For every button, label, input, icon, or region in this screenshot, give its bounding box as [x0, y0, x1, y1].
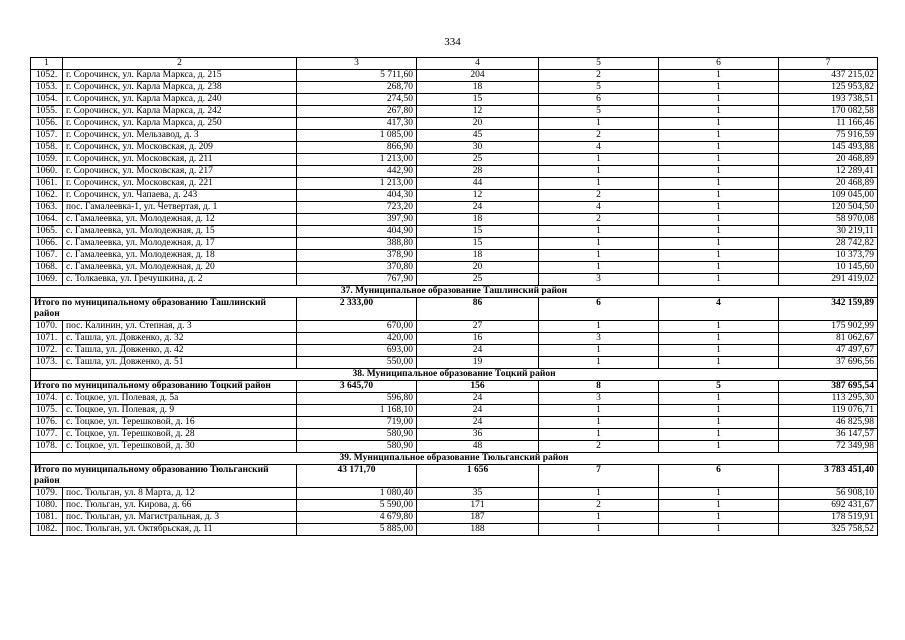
cell-area: 378,90	[297, 250, 417, 262]
cell-col-5: 5	[539, 106, 659, 118]
total-area: 43 171,70	[297, 465, 417, 488]
cell-cost: 120 504,50	[779, 202, 878, 214]
cell-cost: 170 082,58	[779, 106, 878, 118]
cell-item-number: 1080.	[31, 500, 63, 512]
table-row	[31, 524, 878, 536]
cell-residents: 27	[417, 321, 539, 333]
cell-address: пос. Гамалеевка-1, ул. Четвертая, д. 1	[63, 202, 297, 214]
header-cell-6: 6	[659, 58, 779, 70]
total-cost: 3 783 451,40	[779, 465, 878, 488]
cell-col-5: 2	[539, 441, 659, 453]
cell-col-5: 1	[539, 524, 659, 536]
cell-col-6: 1	[659, 429, 779, 441]
cell-area: 4 679,80	[297, 512, 417, 524]
cell-area: 693,00	[297, 345, 417, 357]
cell-col-5: 4	[539, 202, 659, 214]
cell-area: 596,80	[297, 393, 417, 405]
cell-col-5: 2	[539, 190, 659, 202]
cell-col-5: 1	[539, 250, 659, 262]
total-col-6: 6	[659, 465, 779, 488]
cell-item-number: 1058.	[31, 142, 63, 154]
table-row	[31, 226, 878, 238]
cell-col-6: 1	[659, 202, 779, 214]
table-row	[31, 333, 878, 345]
cell-col-6: 1	[659, 357, 779, 369]
table-row	[31, 321, 878, 333]
section-title: 39. Муниципальное образование Тюльганский район	[31, 453, 878, 465]
cell-area: 404,30	[297, 190, 417, 202]
cell-residents: 45	[417, 130, 539, 142]
cell-item-number: 1071.	[31, 333, 63, 345]
cell-cost: 46 825,98	[779, 417, 878, 429]
cell-col-6: 1	[659, 130, 779, 142]
cell-residents: 171	[417, 500, 539, 512]
cell-col-6: 1	[659, 238, 779, 250]
cell-area: 767,90	[297, 274, 417, 286]
cell-address: с. Гамалеевка, ул. Молодежная, д. 18	[63, 250, 297, 262]
cell-cost: 145 493,88	[779, 142, 878, 154]
cell-col-5: 1	[539, 357, 659, 369]
cell-col-6: 1	[659, 333, 779, 345]
cell-item-number: 1075.	[31, 405, 63, 417]
cell-col-5: 3	[539, 333, 659, 345]
cell-area: 580,90	[297, 429, 417, 441]
header-cell-2: 2	[63, 58, 297, 70]
cell-area: 268,70	[297, 82, 417, 94]
cell-item-number: 1056.	[31, 118, 63, 130]
cell-residents: 24	[417, 345, 539, 357]
cell-cost: 109 045,00	[779, 190, 878, 202]
cell-item-number: 1078.	[31, 441, 63, 453]
cell-area: 417,30	[297, 118, 417, 130]
cell-col-6: 1	[659, 82, 779, 94]
header-row	[31, 58, 878, 70]
cell-cost: 113 295,30	[779, 393, 878, 405]
table-row	[31, 190, 878, 202]
register-table-body	[31, 58, 878, 536]
cell-col-5: 1	[539, 512, 659, 524]
table-row	[31, 94, 878, 106]
cell-col-6: 1	[659, 154, 779, 166]
cell-col-5: 1	[539, 118, 659, 130]
cell-address: г. Сорочинск, ул. Московская, д. 209	[63, 142, 297, 154]
cell-address: с. Тоцкое, ул. Терешковой, д. 16	[63, 417, 297, 429]
cell-cost: 178 519,91	[779, 512, 878, 524]
cell-cost: 175 902,99	[779, 321, 878, 333]
table-row	[31, 142, 878, 154]
cell-address: с. Ташла, ул. Довженко, д. 51	[63, 357, 297, 369]
cell-cost: 30 219,11	[779, 226, 878, 238]
cell-address: с. Гамалеевка, ул. Молодежная, д. 17	[63, 238, 297, 250]
cell-col-5: 6	[539, 94, 659, 106]
cell-address: г. Сорочинск, ул. Чапаева, д. 243	[63, 190, 297, 202]
cell-address: с. Толкаевка, ул. Гречушкина, д. 2	[63, 274, 297, 286]
cell-col-5: 2	[539, 70, 659, 82]
cell-address: г. Сорочинск, ул. Московская, д. 211	[63, 154, 297, 166]
cell-residents: 35	[417, 488, 539, 500]
cell-col-6: 1	[659, 226, 779, 238]
cell-item-number: 1074.	[31, 393, 63, 405]
cell-residents: 187	[417, 512, 539, 524]
cell-address: пос. Тюльган, ул. Кирова, д. 66	[63, 500, 297, 512]
total-label: Итого по муниципальному образованию Тоцкий район	[31, 381, 297, 393]
cell-col-5: 1	[539, 405, 659, 417]
section-row	[31, 286, 878, 298]
cell-residents: 48	[417, 441, 539, 453]
cell-cost: 75 916,59	[779, 130, 878, 142]
cell-col-6: 1	[659, 417, 779, 429]
cell-address: пос. Тюльган, ул. 8 Марта, д. 12	[63, 488, 297, 500]
cell-item-number: 1066.	[31, 238, 63, 250]
cell-area: 866,90	[297, 142, 417, 154]
cell-cost: 125 953,82	[779, 82, 878, 94]
cell-cost: 10 145,60	[779, 262, 878, 274]
cell-col-6: 1	[659, 70, 779, 82]
cell-residents: 188	[417, 524, 539, 536]
cell-item-number: 1073.	[31, 357, 63, 369]
cell-address: г. Сорочинск, ул. Карла Маркса, д. 242	[63, 106, 297, 118]
table-row	[31, 154, 878, 166]
cell-col-5: 1	[539, 488, 659, 500]
section-title: 37. Муниципальное образование Ташлинский район	[31, 286, 878, 298]
cell-col-5: 5	[539, 82, 659, 94]
cell-cost: 81 062,67	[779, 333, 878, 345]
cell-area: 420,00	[297, 333, 417, 345]
cell-col-5: 4	[539, 142, 659, 154]
table-row	[31, 357, 878, 369]
cell-area: 1 080,40	[297, 488, 417, 500]
cell-address: пос. Калинин, ул. Степная, д. 3	[63, 321, 297, 333]
register-table	[30, 57, 878, 536]
cell-area: 5 711,60	[297, 70, 417, 82]
cell-col-6: 1	[659, 178, 779, 190]
cell-item-number: 1053.	[31, 82, 63, 94]
total-residents: 156	[417, 381, 539, 393]
cell-area: 370,80	[297, 262, 417, 274]
table-row	[31, 214, 878, 226]
section-title: 38. Муниципальное образование Тоцкий район	[31, 369, 878, 381]
header-cell-3: 3	[297, 58, 417, 70]
cell-col-6: 1	[659, 405, 779, 417]
cell-area: 388,80	[297, 238, 417, 250]
cell-col-5: 1	[539, 166, 659, 178]
cell-col-6: 1	[659, 250, 779, 262]
cell-residents: 16	[417, 333, 539, 345]
cell-area: 404,90	[297, 226, 417, 238]
cell-cost: 47 497,67	[779, 345, 878, 357]
table-row	[31, 250, 878, 262]
cell-address: г. Сорочинск, ул. Карла Маркса, д. 215	[63, 70, 297, 82]
table-row	[31, 429, 878, 441]
cell-area: 580,90	[297, 441, 417, 453]
cell-area: 550,00	[297, 357, 417, 369]
table-row	[31, 512, 878, 524]
cell-col-5: 1	[539, 417, 659, 429]
cell-area: 1 168,10	[297, 405, 417, 417]
cell-cost: 28 742,82	[779, 238, 878, 250]
cell-cost: 119 076,71	[779, 405, 878, 417]
cell-area: 719,00	[297, 417, 417, 429]
total-col-6: 4	[659, 298, 779, 321]
cell-col-5: 3	[539, 274, 659, 286]
cell-residents: 36	[417, 429, 539, 441]
cell-area: 723,20	[297, 202, 417, 214]
cell-residents: 204	[417, 70, 539, 82]
cell-address: с. Гамалеевка, ул. Молодежная, д. 12	[63, 214, 297, 226]
cell-col-6: 1	[659, 118, 779, 130]
cell-col-6: 1	[659, 524, 779, 536]
total-row	[31, 381, 878, 393]
cell-residents: 24	[417, 417, 539, 429]
cell-col-5: 3	[539, 393, 659, 405]
table-row	[31, 118, 878, 130]
table-row	[31, 441, 878, 453]
cell-address: г. Сорочинск, ул. Карла Маркса, д. 250	[63, 118, 297, 130]
cell-item-number: 1064.	[31, 214, 63, 226]
table-row	[31, 417, 878, 429]
section-row	[31, 369, 878, 381]
cell-address: пос. Тюльган, ул. Магистральная, д. 3	[63, 512, 297, 524]
cell-residents: 28	[417, 166, 539, 178]
cell-col-5: 1	[539, 321, 659, 333]
cell-col-6: 1	[659, 512, 779, 524]
cell-item-number: 1062.	[31, 190, 63, 202]
total-col-6: 5	[659, 381, 779, 393]
cell-residents: 18	[417, 82, 539, 94]
table-row	[31, 202, 878, 214]
cell-item-number: 1061.	[31, 178, 63, 190]
cell-cost: 20 468,89	[779, 154, 878, 166]
cell-cost: 72 349,98	[779, 441, 878, 453]
cell-residents: 15	[417, 226, 539, 238]
cell-residents: 19	[417, 357, 539, 369]
cell-col-6: 1	[659, 393, 779, 405]
cell-item-number: 1057.	[31, 130, 63, 142]
total-row	[31, 465, 878, 488]
total-area: 3 645,70	[297, 381, 417, 393]
total-cost: 342 159,89	[779, 298, 878, 321]
cell-area: 5 590,00	[297, 500, 417, 512]
cell-address: с. Ташла, ул. Довженко, д. 42	[63, 345, 297, 357]
cell-address: с. Ташла, ул. Довженко, д. 32	[63, 333, 297, 345]
cell-residents: 20	[417, 118, 539, 130]
cell-col-5: 1	[539, 226, 659, 238]
cell-item-number: 1060.	[31, 166, 63, 178]
cell-area: 442,90	[297, 166, 417, 178]
cell-item-number: 1052.	[31, 70, 63, 82]
cell-residents: 25	[417, 274, 539, 286]
total-label: Итого по муниципальному образованию Тюльганский район	[31, 465, 297, 488]
total-residents: 86	[417, 298, 539, 321]
cell-cost: 291 419,02	[779, 274, 878, 286]
cell-col-6: 1	[659, 488, 779, 500]
cell-col-6: 1	[659, 345, 779, 357]
cell-col-6: 1	[659, 190, 779, 202]
total-area: 2 333,00	[297, 298, 417, 321]
cell-cost: 325 758,52	[779, 524, 878, 536]
cell-cost: 193 738,51	[779, 94, 878, 106]
table-row	[31, 82, 878, 94]
table-row	[31, 106, 878, 118]
cell-cost: 58 970,08	[779, 214, 878, 226]
cell-col-5: 1	[539, 238, 659, 250]
cell-area: 397,90	[297, 214, 417, 226]
cell-address: с. Тоцкое, ул. Полевая, д. 5а	[63, 393, 297, 405]
cell-item-number: 1065.	[31, 226, 63, 238]
cell-address: г. Сорочинск, ул. Московская, д. 221	[63, 178, 297, 190]
total-row	[31, 298, 878, 321]
cell-col-5: 1	[539, 154, 659, 166]
cell-item-number: 1082.	[31, 524, 63, 536]
table-row	[31, 130, 878, 142]
cell-area: 1 085,00	[297, 130, 417, 142]
cell-address: с. Тоцкое, ул. Терешковой, д. 30	[63, 441, 297, 453]
total-col-5: 7	[539, 465, 659, 488]
cell-col-5: 1	[539, 262, 659, 274]
cell-residents: 12	[417, 106, 539, 118]
cell-residents: 24	[417, 202, 539, 214]
cell-col-6: 1	[659, 441, 779, 453]
cell-col-5: 2	[539, 500, 659, 512]
cell-col-6: 1	[659, 106, 779, 118]
cell-address: с. Тоцкое, ул. Терешковой, д. 28	[63, 429, 297, 441]
cell-item-number: 1070.	[31, 321, 63, 333]
total-col-5: 6	[539, 298, 659, 321]
cell-residents: 24	[417, 405, 539, 417]
cell-col-6: 1	[659, 214, 779, 226]
cell-address: пос. Тюльган, ул. Октябрьская, д. 11	[63, 524, 297, 536]
page-number: 334	[444, 36, 461, 48]
cell-address: г. Сорочинск, ул. Московская, д. 217	[63, 166, 297, 178]
cell-address: г. Сорочинск, ул. Карла Маркса, д. 238	[63, 82, 297, 94]
cell-residents: 12	[417, 190, 539, 202]
cell-col-6: 1	[659, 94, 779, 106]
cell-residents: 30	[417, 142, 539, 154]
cell-item-number: 1069.	[31, 274, 63, 286]
cell-cost: 11 166,46	[779, 118, 878, 130]
table-row	[31, 393, 878, 405]
cell-residents: 18	[417, 214, 539, 226]
table-row	[31, 166, 878, 178]
table-row	[31, 488, 878, 500]
table-row	[31, 274, 878, 286]
cell-cost: 36 147,57	[779, 429, 878, 441]
cell-area: 267,80	[297, 106, 417, 118]
cell-address: с. Тоцкое, ул. Полевая, д. 9	[63, 405, 297, 417]
cell-address: г. Сорочинск, ул. Карла Маркса, д. 240	[63, 94, 297, 106]
table-row	[31, 405, 878, 417]
cell-col-5: 1	[539, 345, 659, 357]
cell-col-6: 1	[659, 142, 779, 154]
cell-residents: 44	[417, 178, 539, 190]
cell-cost: 56 908,10	[779, 488, 878, 500]
cell-area: 274,50	[297, 94, 417, 106]
cell-residents: 20	[417, 262, 539, 274]
cell-col-6: 1	[659, 262, 779, 274]
cell-cost: 437 215,02	[779, 70, 878, 82]
cell-item-number: 1079.	[31, 488, 63, 500]
total-cost: 387 695,54	[779, 381, 878, 393]
cell-col-5: 2	[539, 130, 659, 142]
cell-col-6: 1	[659, 321, 779, 333]
cell-item-number: 1077.	[31, 429, 63, 441]
total-col-5: 8	[539, 381, 659, 393]
table-row	[31, 345, 878, 357]
cell-col-6: 1	[659, 500, 779, 512]
cell-cost: 12 289,41	[779, 166, 878, 178]
cell-item-number: 1076.	[31, 417, 63, 429]
cell-residents: 15	[417, 94, 539, 106]
cell-item-number: 1055.	[31, 106, 63, 118]
cell-col-5: 1	[539, 178, 659, 190]
cell-col-5: 2	[539, 214, 659, 226]
cell-cost: 10 373,79	[779, 250, 878, 262]
total-residents: 1 656	[417, 465, 539, 488]
table-row	[31, 262, 878, 274]
header-cell-5: 5	[539, 58, 659, 70]
cell-cost: 37 696,56	[779, 357, 878, 369]
table-row	[31, 178, 878, 190]
cell-residents: 25	[417, 154, 539, 166]
cell-item-number: 1067.	[31, 250, 63, 262]
cell-item-number: 1072.	[31, 345, 63, 357]
cell-residents: 24	[417, 393, 539, 405]
cell-residents: 18	[417, 250, 539, 262]
cell-col-5: 1	[539, 429, 659, 441]
header-cell-4: 4	[417, 58, 539, 70]
cell-item-number: 1054.	[31, 94, 63, 106]
cell-item-number: 1081.	[31, 512, 63, 524]
cell-cost: 20 468,89	[779, 178, 878, 190]
total-label: Итого по муниципальному образованию Ташлинский район	[31, 298, 297, 321]
cell-col-6: 1	[659, 166, 779, 178]
cell-item-number: 1068.	[31, 262, 63, 274]
cell-area: 670,00	[297, 321, 417, 333]
table-row	[31, 238, 878, 250]
section-row	[31, 453, 878, 465]
cell-item-number: 1059.	[31, 154, 63, 166]
header-cell-7: 7	[779, 58, 878, 70]
cell-area: 5 885,00	[297, 524, 417, 536]
cell-area: 1 213,00	[297, 154, 417, 166]
cell-residents: 15	[417, 238, 539, 250]
cell-address: с. Гамалеевка, ул. Молодежная, д. 15	[63, 226, 297, 238]
cell-area: 1 213,00	[297, 178, 417, 190]
cell-cost: 692 431,67	[779, 500, 878, 512]
cell-col-6: 1	[659, 274, 779, 286]
header-cell-1: 1	[31, 58, 63, 70]
cell-address: с. Гамалеевка, ул. Молодежная, д. 20	[63, 262, 297, 274]
cell-address: г. Сорочинск, ул. Мельзавод, д. 3	[63, 130, 297, 142]
cell-item-number: 1063.	[31, 202, 63, 214]
table-row	[31, 500, 878, 512]
table-row	[31, 70, 878, 82]
